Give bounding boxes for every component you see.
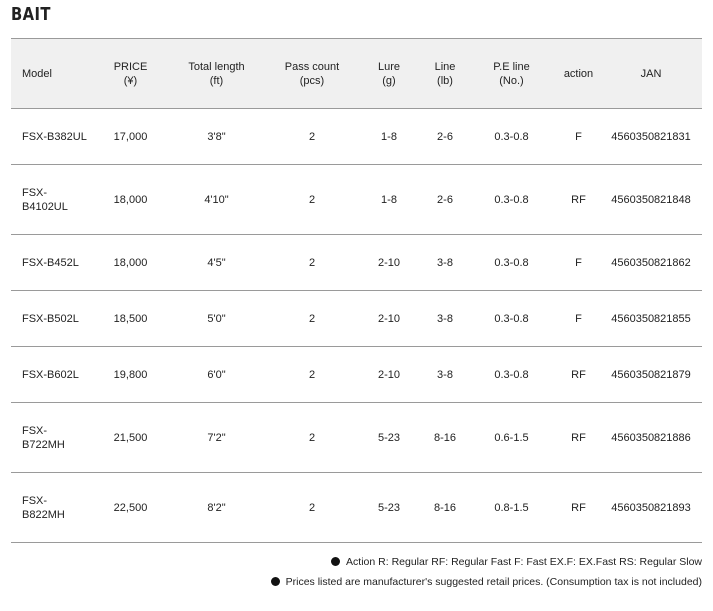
footnotes bbox=[271, 552, 702, 592]
cell-pass-count: 2 bbox=[270, 473, 354, 543]
table-row bbox=[11, 165, 702, 235]
cell-action: RF bbox=[557, 347, 600, 403]
header-pass-count: Pass count (pcs) bbox=[270, 39, 354, 109]
cell-action: F bbox=[557, 235, 600, 291]
cell-total-length: 4'10" bbox=[163, 165, 270, 235]
bullet-icon bbox=[331, 557, 340, 566]
cell-line: 2-6 bbox=[424, 109, 466, 165]
cell-jan: 4560350821855 bbox=[600, 291, 702, 347]
spec-table bbox=[11, 38, 702, 543]
cell-line: 3-8 bbox=[424, 347, 466, 403]
cell-model: FSX-B452L bbox=[11, 235, 98, 291]
cell-pe-line: 0.3-0.8 bbox=[466, 347, 557, 403]
header-pe-line: P.E line (No.) bbox=[466, 39, 557, 109]
table-row bbox=[11, 403, 702, 473]
cell-line: 8-16 bbox=[424, 473, 466, 543]
cell-total-length: 5'0" bbox=[163, 291, 270, 347]
cell-action: RF bbox=[557, 473, 600, 543]
action-legend-note bbox=[271, 552, 702, 572]
cell-pass-count: 2 bbox=[270, 347, 354, 403]
header-total-length: Total length (ft) bbox=[163, 39, 270, 109]
cell-action: F bbox=[557, 109, 600, 165]
cell-pe-line: 0.6-1.5 bbox=[466, 403, 557, 473]
cell-lure: 5-23 bbox=[354, 403, 424, 473]
cell-price: 19,800 bbox=[98, 347, 163, 403]
cell-pass-count: 2 bbox=[270, 165, 354, 235]
cell-pass-count: 2 bbox=[270, 109, 354, 165]
table-row bbox=[11, 347, 702, 403]
cell-pe-line: 0.3-0.8 bbox=[466, 109, 557, 165]
price-note bbox=[271, 572, 702, 592]
cell-model: FSX-B602L bbox=[11, 347, 98, 403]
header-price: PRICE (¥) bbox=[98, 39, 163, 109]
page-title: BAIT bbox=[11, 4, 51, 25]
cell-lure: 1-8 bbox=[354, 165, 424, 235]
table-row bbox=[11, 109, 702, 165]
price-note-text: Prices listed are manufacturer's suggested retail prices. (Consumption tax is not included) bbox=[285, 576, 702, 588]
cell-model: FSX- B822MH bbox=[11, 473, 98, 543]
cell-jan: 4560350821831 bbox=[600, 109, 702, 165]
header-row bbox=[11, 39, 702, 109]
cell-jan: 4560350821879 bbox=[600, 347, 702, 403]
cell-total-length: 3'8" bbox=[163, 109, 270, 165]
cell-lure: 2-10 bbox=[354, 291, 424, 347]
header-action: action bbox=[557, 39, 600, 109]
action-legend-text: Action R: Regular RF: Regular Fast F: Fast EX.F: EX.Fast RS: Regular Slow bbox=[346, 556, 702, 568]
cell-lure: 2-10 bbox=[354, 235, 424, 291]
cell-model: FSX- B722MH bbox=[11, 403, 98, 473]
cell-jan: 4560350821893 bbox=[600, 473, 702, 543]
cell-lure: 2-10 bbox=[354, 347, 424, 403]
cell-pe-line: 0.3-0.8 bbox=[466, 165, 557, 235]
cell-jan: 4560350821886 bbox=[600, 403, 702, 473]
table-row bbox=[11, 291, 702, 347]
cell-total-length: 8'2" bbox=[163, 473, 270, 543]
cell-line: 3-8 bbox=[424, 291, 466, 347]
cell-price: 18,000 bbox=[98, 165, 163, 235]
cell-price: 22,500 bbox=[98, 473, 163, 543]
cell-total-length: 6'0" bbox=[163, 347, 270, 403]
header-lure: Lure (g) bbox=[354, 39, 424, 109]
cell-action: RF bbox=[557, 165, 600, 235]
cell-line: 2-6 bbox=[424, 165, 466, 235]
cell-jan: 4560350821848 bbox=[600, 165, 702, 235]
cell-pass-count: 2 bbox=[270, 291, 354, 347]
cell-pe-line: 0.8-1.5 bbox=[466, 473, 557, 543]
cell-price: 17,000 bbox=[98, 109, 163, 165]
table-row bbox=[11, 235, 702, 291]
header-line: Line (lb) bbox=[424, 39, 466, 109]
cell-action: RF bbox=[557, 403, 600, 473]
cell-model: FSX- B4102UL bbox=[11, 165, 98, 235]
cell-model: FSX-B382UL bbox=[11, 109, 98, 165]
cell-pass-count: 2 bbox=[270, 403, 354, 473]
header-jan: JAN bbox=[600, 39, 702, 109]
cell-price: 21,500 bbox=[98, 403, 163, 473]
cell-total-length: 7'2" bbox=[163, 403, 270, 473]
cell-price: 18,000 bbox=[98, 235, 163, 291]
table-row bbox=[11, 473, 702, 543]
cell-model: FSX-B502L bbox=[11, 291, 98, 347]
cell-line: 3-8 bbox=[424, 235, 466, 291]
cell-price: 18,500 bbox=[98, 291, 163, 347]
cell-action: F bbox=[557, 291, 600, 347]
bullet-icon bbox=[271, 577, 280, 586]
cell-line: 8-16 bbox=[424, 403, 466, 473]
cell-lure: 1-8 bbox=[354, 109, 424, 165]
cell-pass-count: 2 bbox=[270, 235, 354, 291]
cell-lure: 5-23 bbox=[354, 473, 424, 543]
cell-pe-line: 0.3-0.8 bbox=[466, 235, 557, 291]
cell-total-length: 4'5" bbox=[163, 235, 270, 291]
cell-jan: 4560350821862 bbox=[600, 235, 702, 291]
cell-pe-line: 0.3-0.8 bbox=[466, 291, 557, 347]
header-model: Model bbox=[11, 39, 98, 109]
